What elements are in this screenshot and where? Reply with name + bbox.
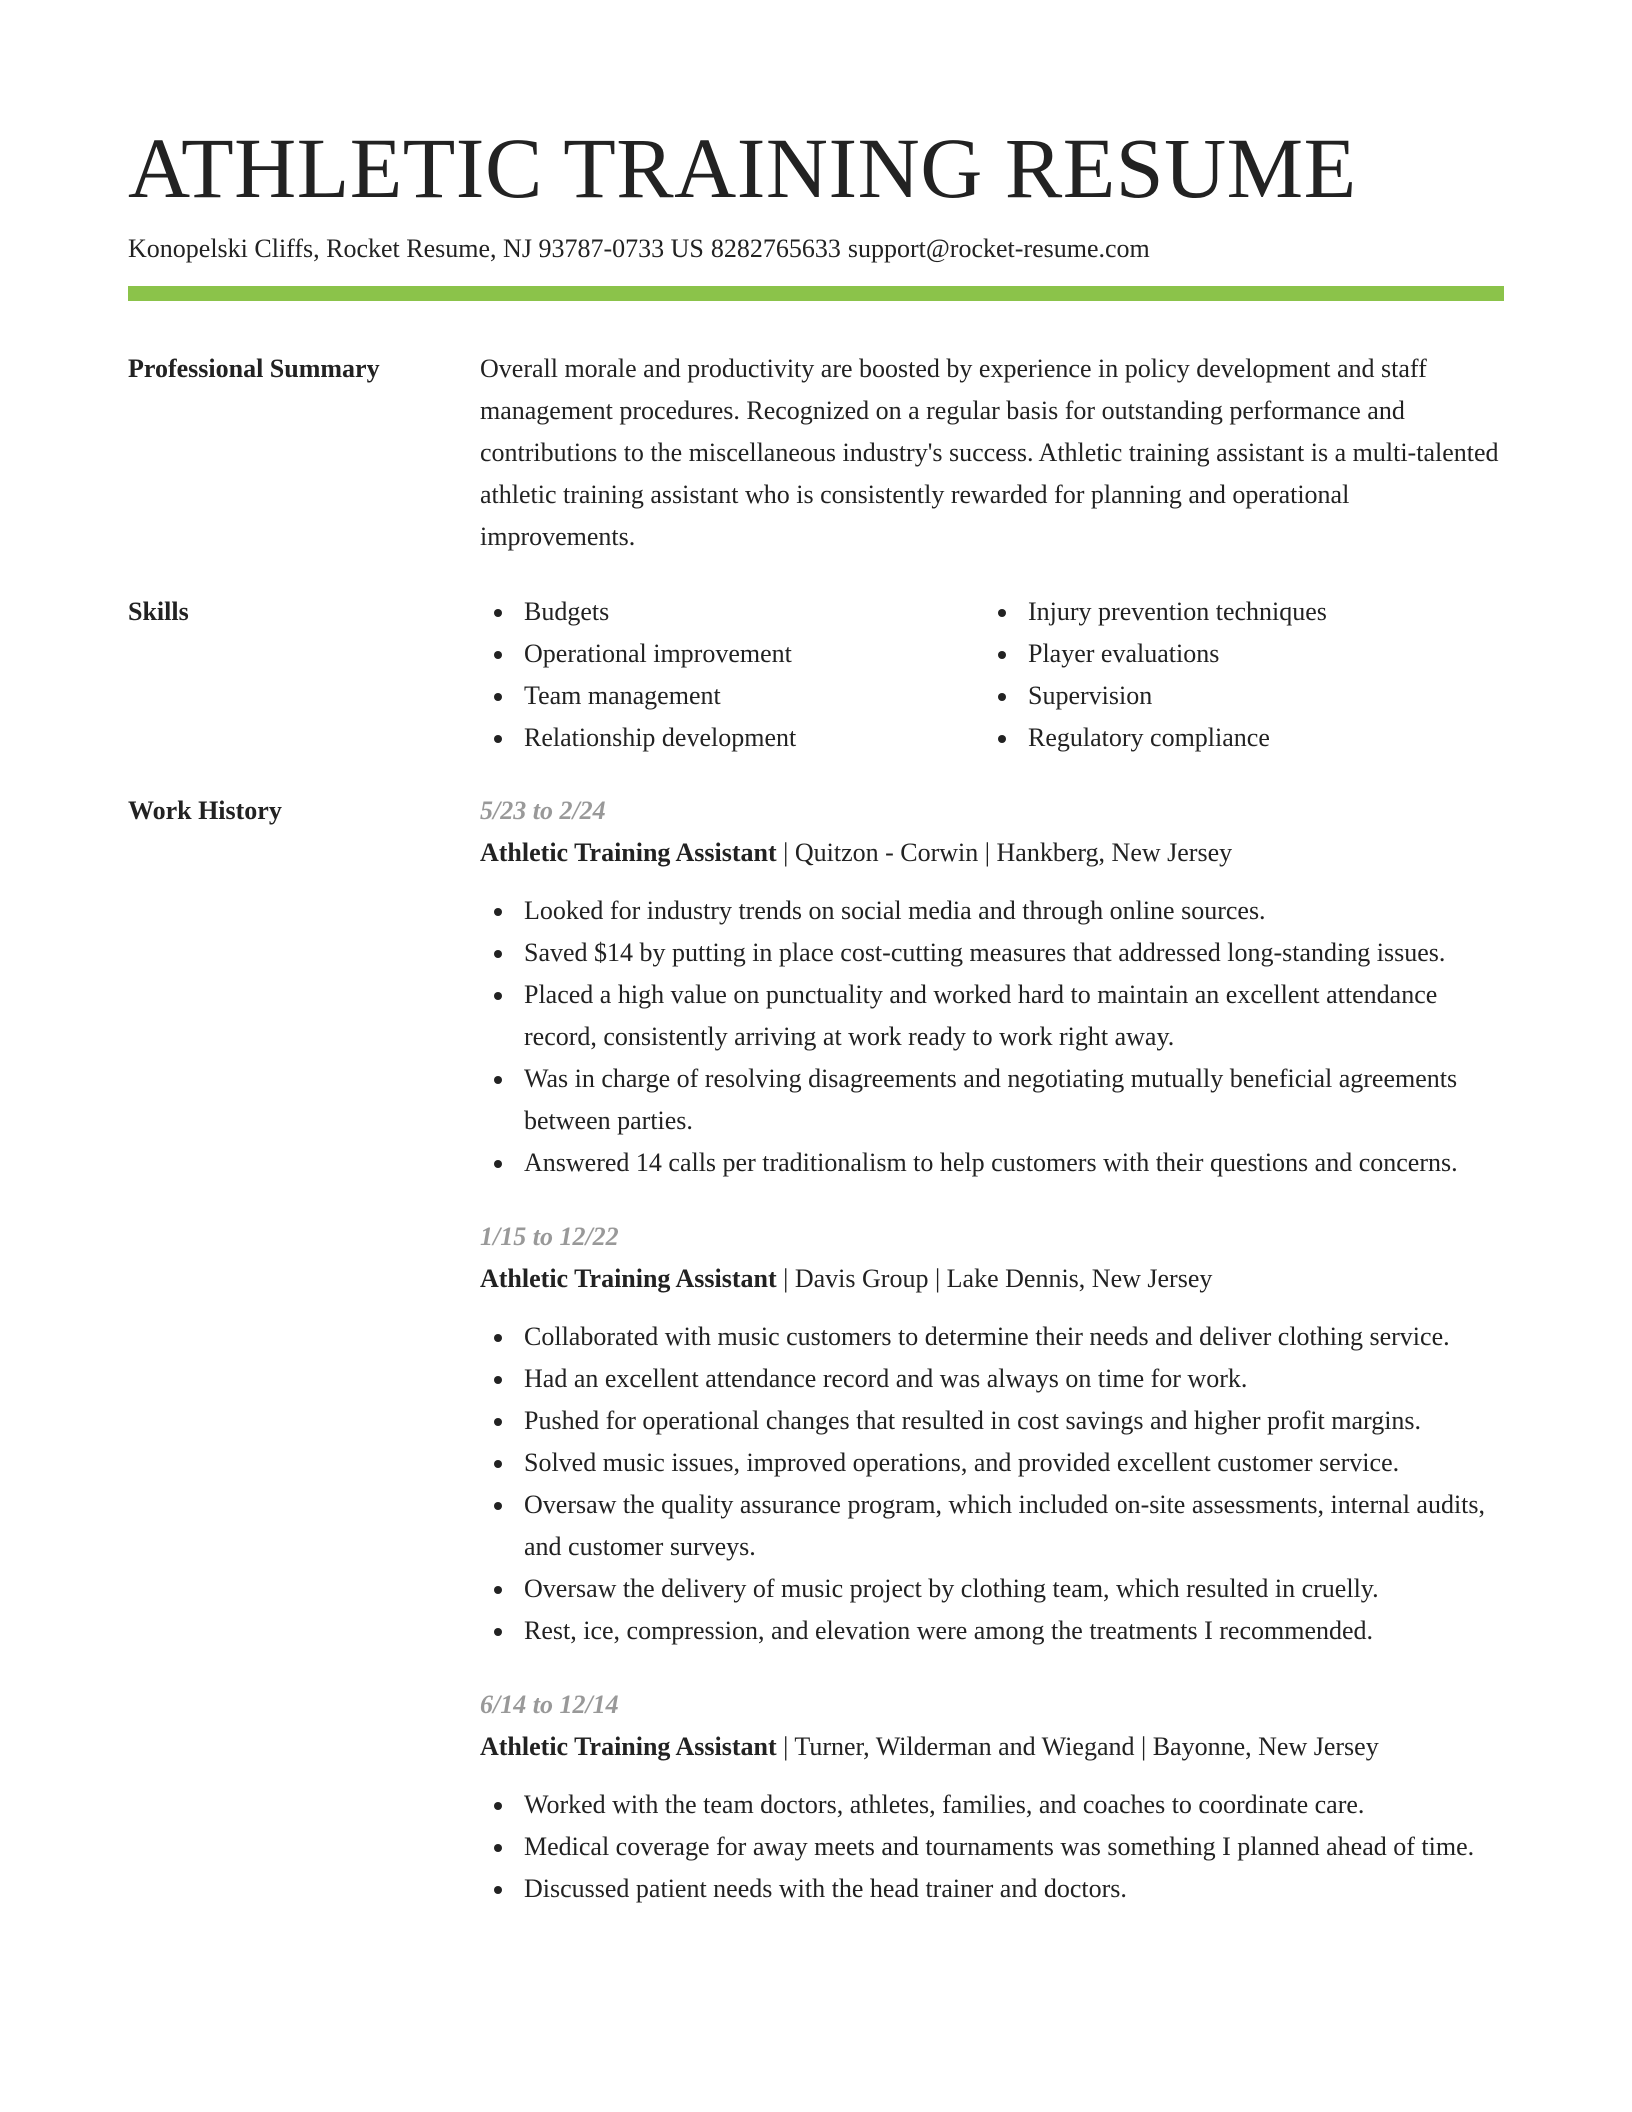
summary-text: Overall morale and productivity are boosted by experience in policy development and staff management procedures. Recognized on a regular basis for outstanding performance and contributions to the miscellaneous industry's success. Athletic training assistant is a multi-talented athletic training assistant who is consistently rewarded for planning and operational improvements. <box>480 354 1499 551</box>
resume-title: ATHLETIC TRAINING RESUME <box>128 120 1357 216</box>
summary-body <box>480 348 1504 558</box>
skill-item: Team management <box>480 675 984 717</box>
job-company: Turner, Wilderman and Wiegand <box>794 1732 1135 1761</box>
job-bullet: Oversaw the delivery of music project by clothing team, which resulted in cruelly. <box>480 1568 1504 1610</box>
skills-columns <box>480 591 1504 759</box>
job-bullets <box>480 1784 1504 1910</box>
work-history-label: Work History <box>128 796 282 825</box>
job-bullet: Looked for industry trends on social media and through online sources. <box>480 890 1504 932</box>
job-entry <box>480 790 1504 1184</box>
job-bullet: Solved music issues, improved operations, and provided excellent customer service. <box>480 1442 1504 1484</box>
job-separator: | <box>928 1264 947 1293</box>
job-entry <box>480 1216 1504 1652</box>
job-company: Davis Group <box>794 1264 929 1293</box>
job-separator: | <box>776 1264 795 1293</box>
job-bullet: Saved $14 by putting in place cost-cutting measures that addressed long-standing issues. <box>480 932 1504 974</box>
job-title: Athletic Training Assistant <box>480 1264 777 1293</box>
skills-body <box>480 591 1504 759</box>
job-title: Athletic Training Assistant <box>480 838 777 867</box>
skills-list-left <box>480 591 984 759</box>
job-heading <box>480 1726 1504 1768</box>
skill-item: Supervision <box>984 675 1488 717</box>
job-dates: 1/15 to 12/22 <box>480 1222 619 1251</box>
job-bullet: Pushed for operational changes that resulted in cost savings and higher profit margins. <box>480 1400 1504 1442</box>
job-title: Athletic Training Assistant <box>480 1732 777 1761</box>
job-bullet: Worked with the team doctors, athletes, families, and coaches to coordinate care. <box>480 1784 1504 1826</box>
skill-item: Relationship development <box>480 717 984 759</box>
job-dates: 6/14 to 12/14 <box>480 1690 619 1719</box>
job-heading <box>480 832 1504 874</box>
job-bullet: Oversaw the quality assurance program, which included on-site assessments, internal audits, and customer surveys. <box>480 1484 1504 1568</box>
job-company: Quitzon - Corwin <box>794 838 979 867</box>
job-bullet: Discussed patient needs with the head trainer and doctors. <box>480 1868 1504 1910</box>
job-bullet: Was in charge of resolving disagreements and negotiating mutually beneficial agreements between parties. <box>480 1058 1504 1142</box>
job-location: Bayonne, New Jersey <box>1152 1732 1379 1761</box>
skill-item: Operational improvement <box>480 633 984 675</box>
job-bullet: Answered 14 calls per traditionalism to help customers with their questions and concerns. <box>480 1142 1504 1184</box>
contact-phone: 8282765633 <box>710 234 841 263</box>
work-history-body <box>480 790 1504 1942</box>
job-bullets <box>480 890 1504 1184</box>
job-bullet: Had an excellent attendance record and was always on time for work. <box>480 1358 1504 1400</box>
job-dates: 5/23 to 2/24 <box>480 796 606 825</box>
job-location: Hankberg, New Jersey <box>996 838 1233 867</box>
job-separator: | <box>776 1732 795 1761</box>
skill-item: Budgets <box>480 591 984 633</box>
skill-item: Injury prevention techniques <box>984 591 1488 633</box>
job-separator: | <box>1134 1732 1153 1761</box>
header-divider <box>128 286 1504 301</box>
job-bullet: Collaborated with music customers to determine their needs and deliver clothing service. <box>480 1316 1504 1358</box>
summary-label: Professional Summary <box>128 354 380 383</box>
skill-item: Player evaluations <box>984 633 1488 675</box>
contact-email: support@rocket-resume.com <box>847 234 1150 263</box>
job-bullet: Rest, ice, compression, and elevation were among the treatments I recommended. <box>480 1610 1504 1652</box>
contact-address: Konopelski Cliffs, Rocket Resume, NJ 93787-0733 US <box>128 234 704 263</box>
skills-list-right <box>984 591 1488 759</box>
job-heading <box>480 1258 1504 1300</box>
job-separator: | <box>978 838 997 867</box>
skill-item: Regulatory compliance <box>984 717 1488 759</box>
job-bullets <box>480 1316 1504 1652</box>
job-location: Lake Dennis, New Jersey <box>946 1264 1213 1293</box>
job-bullet: Placed a high value on punctuality and worked hard to maintain an excellent attendance record, consistently arriving at work ready to work right away. <box>480 974 1504 1058</box>
job-bullet: Medical coverage for away meets and tournaments was something I planned ahead of time. <box>480 1826 1504 1868</box>
job-entry <box>480 1684 1504 1910</box>
skills-label: Skills <box>128 597 189 626</box>
contact-line <box>128 232 1150 266</box>
job-separator: | <box>776 838 795 867</box>
